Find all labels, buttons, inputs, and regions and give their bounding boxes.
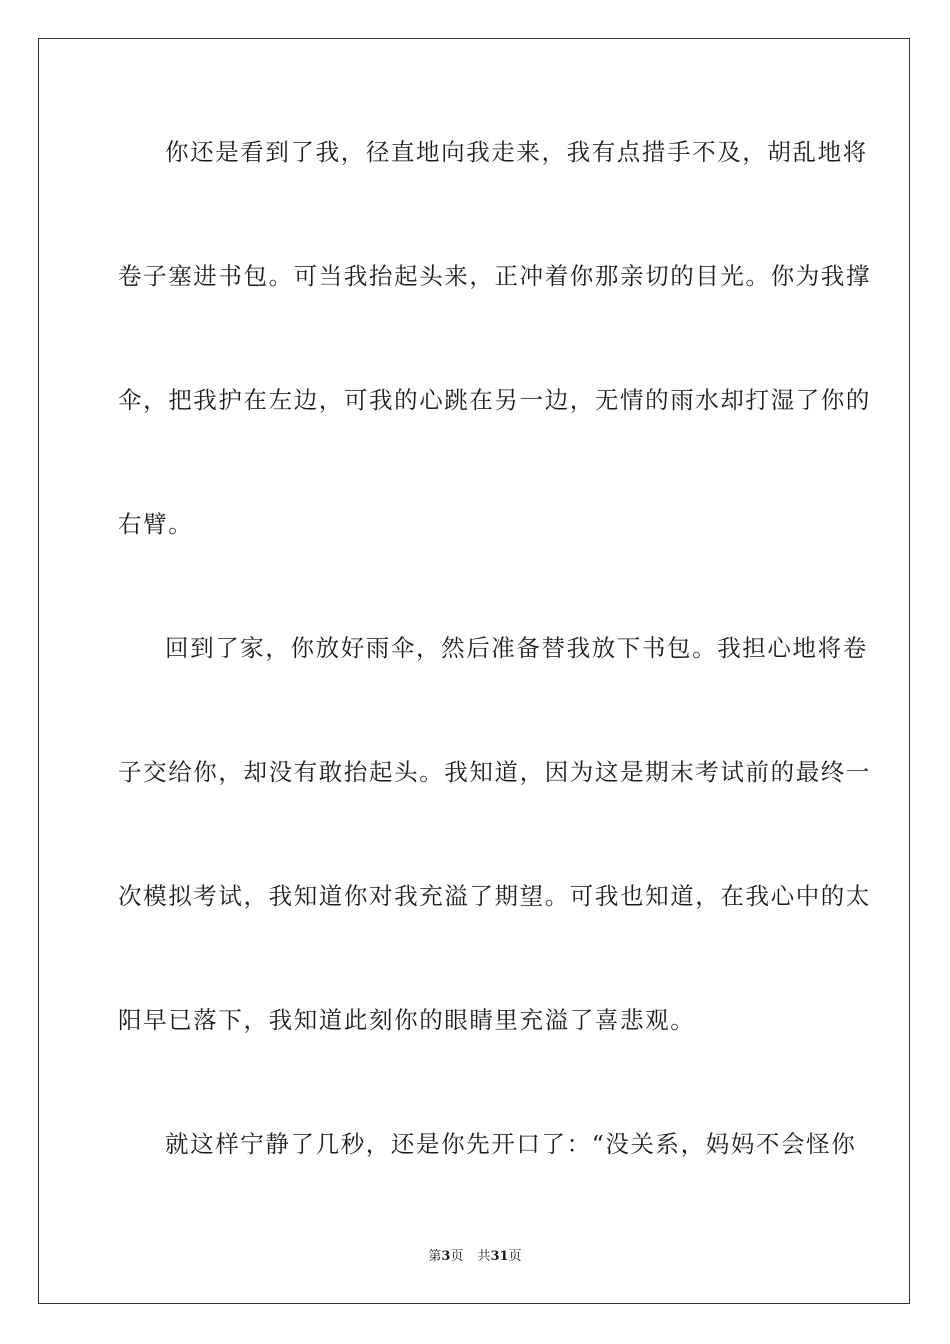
paragraph-3-line-1: 就这样宁静了几秒，还是你先开口了：“没关系，妈妈不会怪你 xyxy=(165,1130,857,1158)
total-suffix: 页 xyxy=(508,1249,522,1264)
paragraph-1-line-3: 伞，把我护在左边，可我的心跳在另一边，无情的雨水却打湿了你的 xyxy=(118,386,871,414)
paragraph-1-line-1: 你还是看到了我，径直地向我走来，我有点措手不及，胡乱地将 xyxy=(165,138,868,166)
paragraph-1-line-2: 卷子塞进书包。可当我抬起头来，正冲着你那亲切的目光。你为我撑 xyxy=(118,262,871,290)
page-frame xyxy=(38,38,910,1304)
paragraph-1-line-4: 右臂。 xyxy=(118,510,194,538)
total-prefix: 共 xyxy=(477,1249,491,1264)
paragraph-2-line-3: 次模拟考试，我知道你对我充溢了期望。可我也知道，在我心中的太 xyxy=(118,882,871,910)
paragraph-2-line-1: 回到了家，你放好雨伞，然后准备替我放下书包。我担心地将卷 xyxy=(165,634,868,662)
paragraph-2-line-2: 子交给你，却没有敢抬起头。我知道，因为这是期末考试前的最终一 xyxy=(118,758,871,786)
page-suffix: 页 xyxy=(450,1249,464,1264)
page-footer xyxy=(0,1248,950,1266)
page-number: 3 xyxy=(441,1249,451,1264)
page-prefix: 第 xyxy=(428,1249,442,1264)
paragraph-2-line-4: 阳早已落下，我知道此刻你的眼睛里充溢了喜悲观。 xyxy=(118,1006,696,1034)
total-pages: 31 xyxy=(490,1249,509,1264)
